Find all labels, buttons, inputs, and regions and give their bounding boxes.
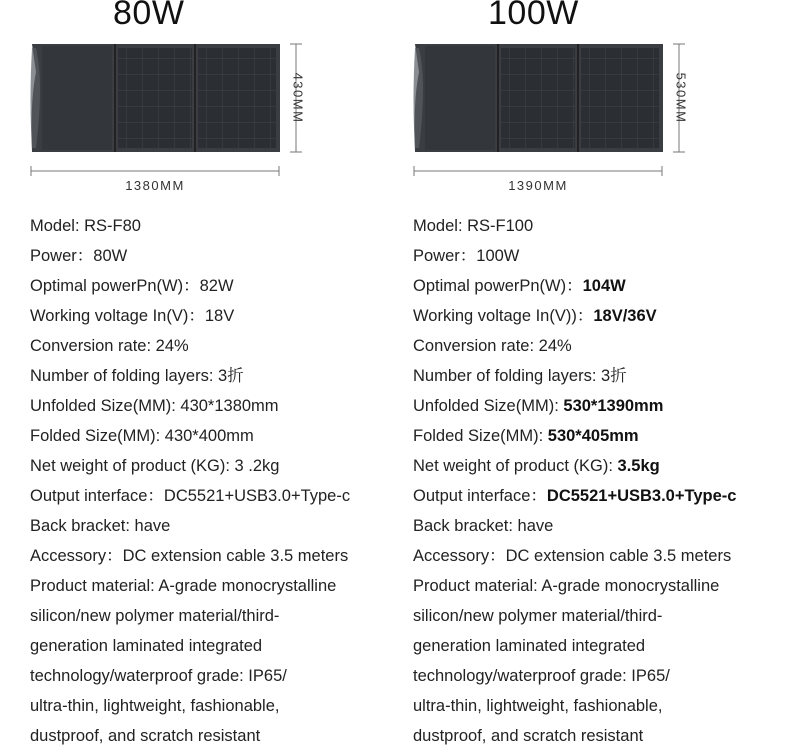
solar-panel-image [413,42,663,154]
spec-row-conversion-rate: Conversion rate: 24% [413,337,572,355]
width-dimension-label: 1380MM [125,178,185,193]
height-dimension-label: 530MM [673,72,689,124]
material-line: Product material: A-grade monocrystalline [30,577,337,595]
solar-panel-illustration [30,42,280,154]
spec-row-folding-layers: Number of folding layers: 3折 [30,367,244,385]
spec-row-unfolded-size: Unfolded Size(MM): 530*1390mm [413,397,664,415]
width-dimension [413,166,663,196]
height-dimension [671,42,691,154]
spec-row-model: Model: RS-F80 [30,217,141,235]
product-material-description [413,571,783,751]
material-line: silicon/new polymer material/third- [413,607,663,625]
solar-panel-image [30,42,280,154]
spec-row-working-voltage: Working voltage In(V)：18V [30,307,235,325]
spec-row-accessory: Accessory：DC extension cable 3.5 meters [413,547,732,565]
spec-row-folded-size: Folded Size(MM): 430*400mm [30,427,254,445]
product-column-100w [383,0,768,745]
height-dimension-label: 430MM [290,72,306,124]
spec-list [30,211,400,751]
spec-row-back-bracket: Back bracket: have [30,517,171,535]
spec-list [413,211,783,751]
material-line: ultra-thin, lightweight, fashionable, [413,697,663,715]
material-line: silicon/new polymer material/third- [30,607,280,625]
spec-row-folded-size: Folded Size(MM): 530*405mm [413,427,639,445]
spec-row-conversion-rate: Conversion rate: 24% [30,337,189,355]
material-line: generation laminated integrated [413,637,646,655]
material-line: Product material: A-grade monocrystalline [413,577,720,595]
spec-row-output-interface: Output interface：DC5521+USB3.0+Type-c [30,487,351,505]
solar-panel-illustration [413,42,663,154]
spec-row-optimal-power: Optimal powerPn(W)：82W [30,277,234,295]
spec-row-unfolded-size: Unfolded Size(MM): 430*1380mm [30,397,279,415]
product-title: 80W [113,0,185,32]
spec-row-accessory: Accessory：DC extension cable 3.5 meters [30,547,349,565]
spec-row-power: Power：80W [30,247,128,265]
spec-row-back-bracket: Back bracket: have [413,517,554,535]
width-dimension [30,166,280,196]
spec-row-working-voltage: Working voltage In(V))：18V/36V [413,307,657,325]
spec-row-power: Power：100W [413,247,520,265]
material-line: technology/waterproof grade: IP65/ [30,667,287,685]
material-line: generation laminated integrated [30,637,263,655]
spec-row-optimal-power: Optimal powerPn(W)：104W [413,277,626,295]
spec-row-output-interface: Output interface：DC5521+USB3.0+Type-c [413,487,737,505]
spec-row-net-weight: Net weight of product (KG): 3 .2kg [30,457,280,475]
material-line: technology/waterproof grade: IP65/ [413,667,670,685]
product-column-80w [0,0,385,745]
spec-row-folding-layers: Number of folding layers: 3折 [413,367,627,385]
spec-row-net-weight: Net weight of product (KG): 3.5kg [413,457,660,475]
height-dimension [288,42,308,154]
material-line: dustproof, and scratch resistant [30,727,261,745]
product-material-description [30,571,400,751]
material-line: ultra-thin, lightweight, fashionable, [30,697,280,715]
width-dimension-label: 1390MM [508,178,568,193]
product-title: 100W [488,0,579,32]
material-line: dustproof, and scratch resistant [413,727,644,745]
spec-row-model: Model: RS-F100 [413,217,534,235]
